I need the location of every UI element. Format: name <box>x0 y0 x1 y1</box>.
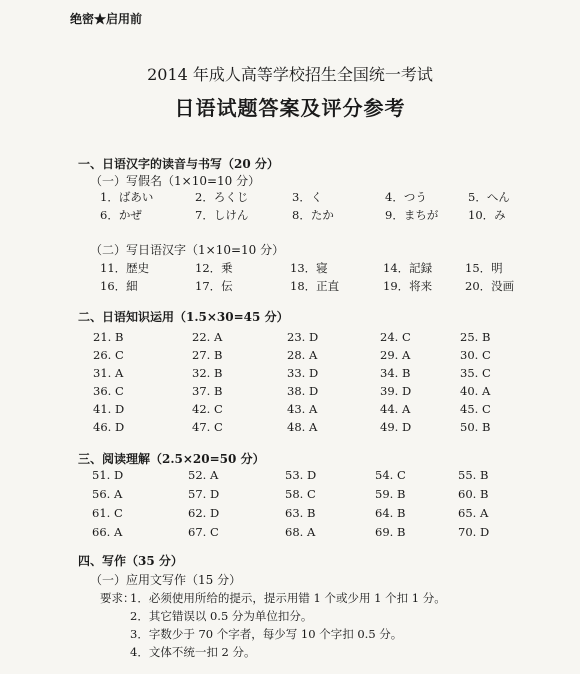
answer-item: 68. A <box>285 525 316 539</box>
requirement-item: 4．文体不统一扣 2 分。 <box>130 645 256 659</box>
requirement-item: 1．必须使用所给的提示，提示用错 1 个或少用 1 个扣 1 分。 <box>130 591 446 605</box>
answer-item: 35. C <box>460 366 491 380</box>
answer-item: 11．歴史 <box>100 261 150 275</box>
answer-item: 5．へん <box>468 190 510 204</box>
answer-item: 13．寝 <box>290 261 328 275</box>
answer-item: 69. B <box>375 525 406 539</box>
answer-item: 67. C <box>188 525 219 539</box>
answer-item: 48. A <box>287 420 318 434</box>
answer-item: 49. D <box>380 420 412 434</box>
document-title: 日语试题答案及评分参考 <box>174 96 406 120</box>
answer-item: 56. A <box>92 487 123 501</box>
answer-item: 29. A <box>380 348 411 362</box>
answer-item: 15．明 <box>465 261 503 275</box>
answer-item: 40. A <box>460 384 491 398</box>
section-1-heading: 一、日语汉字的读音与书写（20 分） <box>78 157 279 171</box>
subsection-4-1-heading: （一）应用文写作（15 分） <box>90 573 242 587</box>
answer-item: 37. B <box>192 384 223 398</box>
answer-item: 52. A <box>188 468 219 482</box>
answer-item: 43. A <box>287 402 318 416</box>
answer-item: 34. B <box>380 366 411 380</box>
answer-item: 16．細 <box>100 279 138 293</box>
answer-item: 58. C <box>285 487 316 501</box>
answer-item: 70. D <box>458 525 490 539</box>
answer-item: 53. D <box>285 468 317 482</box>
answer-item: 21. B <box>93 330 124 344</box>
answer-item: 59. B <box>375 487 406 501</box>
answer-item: 8．たか <box>292 208 334 222</box>
answer-item: 18．正直 <box>290 279 340 293</box>
answer-item: 3．く <box>292 190 323 204</box>
answer-item: 46. D <box>93 420 125 434</box>
answer-item: 50. B <box>460 420 491 434</box>
requirement-item: 3．字数少于 70 个字者，每少写 10 个字扣 0.5 分。 <box>130 627 403 641</box>
answer-item: 65. A <box>458 506 489 520</box>
answer-item: 41. D <box>93 402 125 416</box>
answer-item: 63. B <box>285 506 316 520</box>
answer-item: 31. A <box>93 366 124 380</box>
section-3-heading: 三、阅读理解（2.5×20=50 分） <box>78 452 265 466</box>
requirements-label: 要求： <box>100 591 135 605</box>
answer-item: 42. C <box>192 402 223 416</box>
answer-item: 17．伝 <box>195 279 233 293</box>
requirement-item: 2．其它错误以 0.5 分为单位扣分。 <box>130 609 313 623</box>
answer-item: 26. C <box>93 348 124 362</box>
answer-item: 62. D <box>188 506 220 520</box>
answer-item: 19．将来 <box>383 279 433 293</box>
answer-item: 33. D <box>287 366 319 380</box>
answer-item: 39. D <box>380 384 412 398</box>
answer-item: 54. C <box>375 468 406 482</box>
subsection-1-2-heading: （二）写日语汉字（1×10=10 分） <box>90 243 285 257</box>
answer-item: 32. B <box>192 366 223 380</box>
section-4-heading: 四、写作（35 分） <box>78 554 183 568</box>
answer-item: 30. C <box>460 348 491 362</box>
answer-item: 36. C <box>93 384 124 398</box>
answer-item: 64. B <box>375 506 406 520</box>
subsection-1-1-heading: （一）写假名（1×10=10 分） <box>90 174 261 188</box>
answer-item: 60. B <box>458 487 489 501</box>
answer-item: 9．まちが <box>385 208 439 222</box>
section-2-heading: 二、日语知识运用（1.5×30=45 分） <box>78 310 289 324</box>
answer-item: 28. A <box>287 348 318 362</box>
answer-item: 2．ろくじ <box>195 190 249 204</box>
answer-item: 10．み <box>468 208 506 222</box>
answer-item: 12．乗 <box>195 261 233 275</box>
answer-item: 6．かぜ <box>100 208 142 222</box>
answer-item: 20．没画 <box>465 279 515 293</box>
answer-item: 25. B <box>460 330 491 344</box>
exam-title: 2014 年成人高等学校招生全国统一考试 <box>147 65 433 84</box>
answer-item: 38. D <box>287 384 319 398</box>
answer-item: 55. B <box>458 468 489 482</box>
answer-item: 66. A <box>92 525 123 539</box>
answer-item: 44. A <box>380 402 411 416</box>
answer-item: 27. B <box>192 348 223 362</box>
answer-item: 1．ばあい <box>100 190 154 204</box>
answer-item: 24. C <box>380 330 411 344</box>
answer-item: 14．記録 <box>383 261 433 275</box>
answer-item: 51. D <box>92 468 124 482</box>
confidential-label: 绝密★启用前 <box>70 12 143 26</box>
answer-item: 7．しけん <box>195 208 249 222</box>
answer-item: 61. C <box>92 506 123 520</box>
answer-item: 4．つう <box>385 190 427 204</box>
answer-item: 22. A <box>192 330 223 344</box>
answer-item: 57. D <box>188 487 220 501</box>
answer-item: 23. D <box>287 330 319 344</box>
answer-item: 47. C <box>192 420 223 434</box>
answer-item: 45. C <box>460 402 491 416</box>
